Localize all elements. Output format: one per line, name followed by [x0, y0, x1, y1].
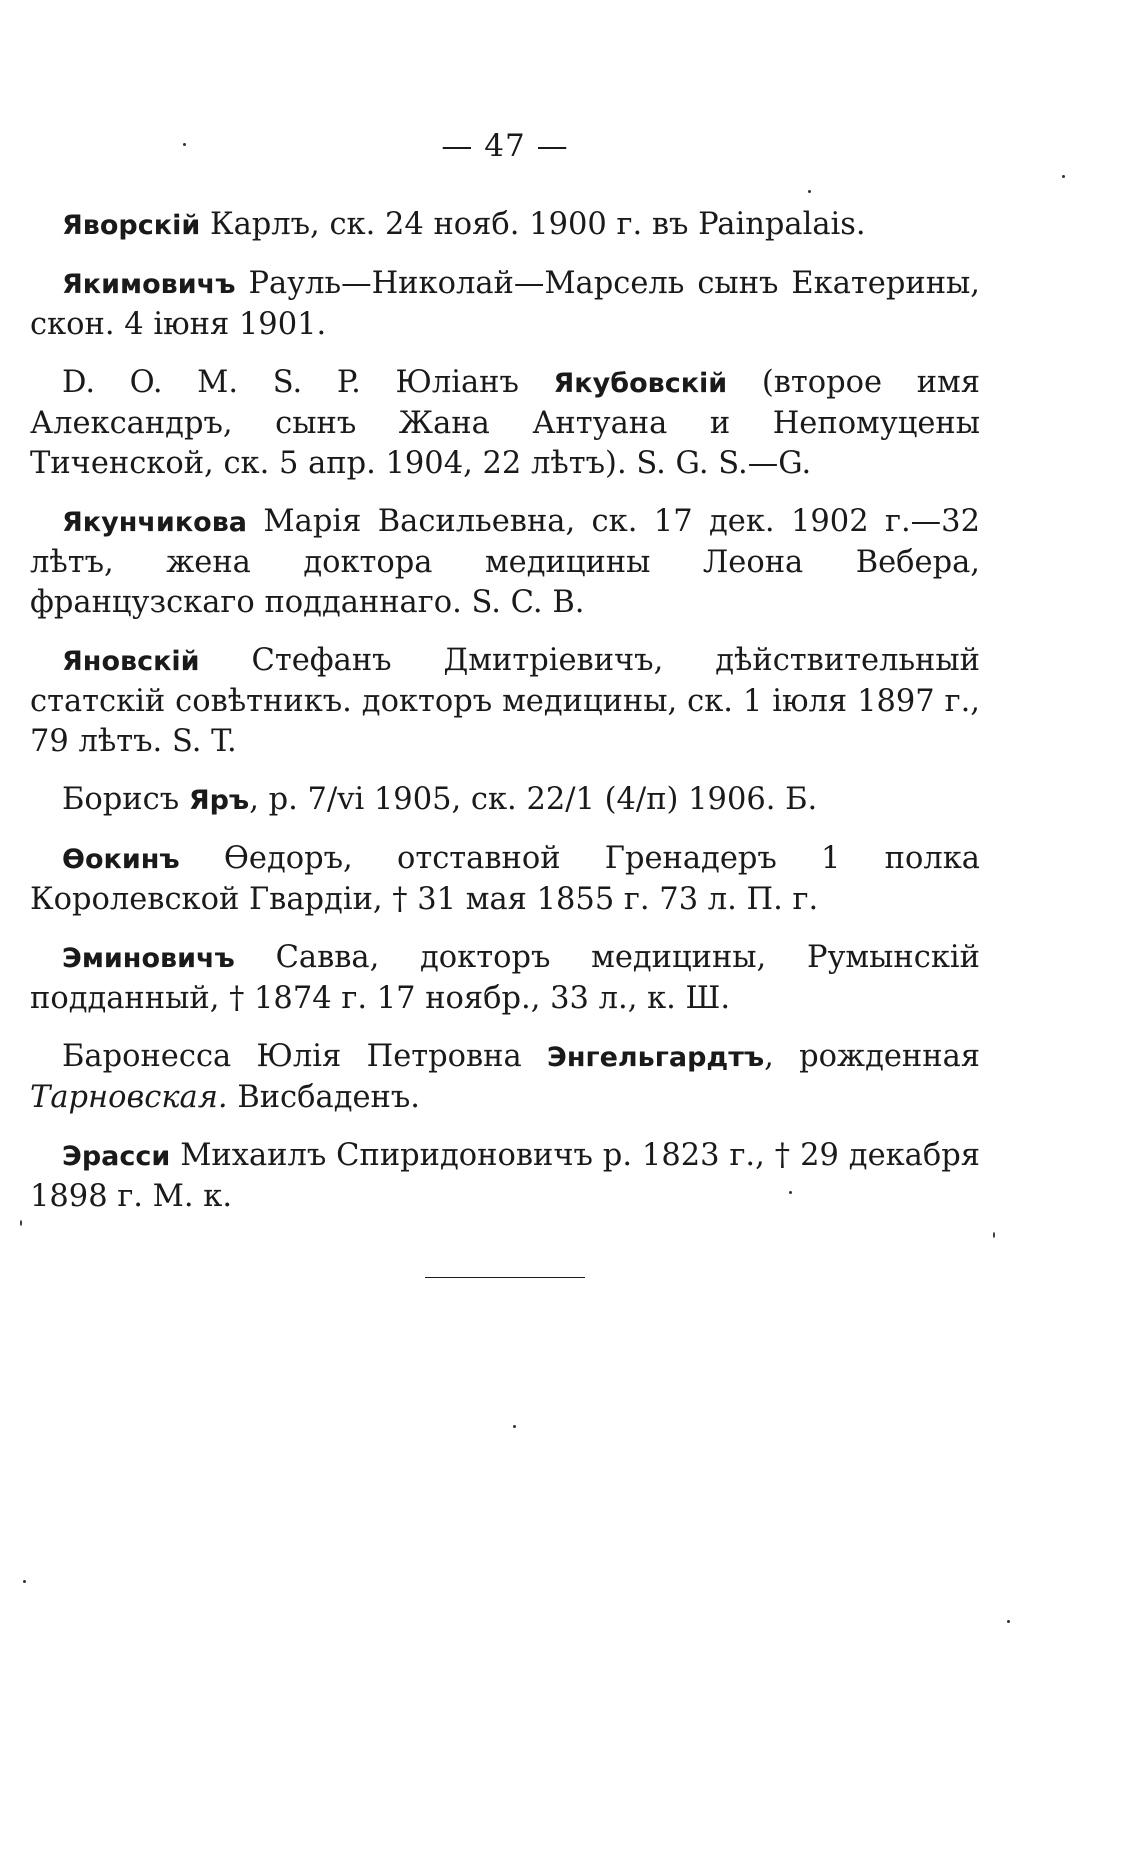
entry-text: (второе имя Александръ, сынъ Жана Антуана и Непомуцены Тиченской, ск. 5 апр. 1904, 22 лѣтъ). S. G. S.—G.	[30, 365, 980, 481]
scan-speck	[183, 143, 186, 146]
entry-text: Савва, докторъ медицины, Румынскій подданный, † 1874 г. 17 ноябр., 33 л., к. Ш.	[30, 940, 980, 1016]
scan-speck	[1062, 175, 1065, 178]
scan-speck	[993, 1232, 995, 1238]
entry-prefix: Баронесса Юлія Петровна	[62, 1039, 547, 1074]
scan-speck	[808, 190, 811, 193]
entry-surname: Якубовскій	[553, 368, 728, 399]
entry-text: Марія Васильевна, ск. 17 дек. 1902 г.—32 лѣтъ, жена доктора медицины Леона Вебера, французскаго подданнаго. S. C. B.	[30, 504, 980, 620]
entry-yavorsky	[30, 205, 980, 246]
entry-surname: Яновскій	[62, 646, 200, 677]
entry-surname: Эминовичъ	[62, 943, 235, 974]
entry-yar	[30, 780, 980, 821]
entry-surname: Якимовичъ	[62, 269, 236, 300]
entry-yanovsky	[30, 641, 980, 762]
entry-text: Ѳедоръ, отставной Гренадеръ 1 полка Королевской Гвардіи, † 31 мая 1855 г. 73 л. П. г.	[30, 841, 980, 917]
scan-speck	[23, 1580, 26, 1583]
entry-surname: Якунчикова	[62, 507, 248, 538]
entry-suffix: Висбаденъ.	[227, 1080, 420, 1115]
entry-surname: Ѳокинъ	[62, 844, 180, 875]
scan-speck	[789, 1191, 792, 1194]
entry-text: Стефанъ Дмитріевичъ, дѣйствительный статскій совѣтникъ. докторъ медицины, ск. 1 іюля 1897 г., 79 лѣтъ. S. T.	[30, 643, 980, 759]
closing-rule	[425, 1277, 585, 1278]
entry-prefix: D. O. M. S. P. Юліанъ	[62, 365, 554, 400]
entry-yakimovich	[30, 264, 980, 345]
entry-text: , рожденная	[764, 1039, 980, 1074]
entry-eminovich	[30, 938, 980, 1019]
entry-yakunchikova	[30, 502, 980, 623]
entry-erassi	[30, 1136, 980, 1217]
entry-text: Рауль—Николай—Марсель сынъ Екатерины, скон. 4 іюня 1901.	[30, 266, 980, 342]
entry-yakubovsky	[30, 363, 980, 484]
entry-surname: Энгельгардтъ	[547, 1042, 765, 1073]
entry-fokin	[30, 839, 980, 920]
scan-speck	[20, 1220, 22, 1226]
entry-prefix: Борисъ	[62, 782, 189, 817]
page-number: — 47 —	[441, 128, 569, 164]
entry-surname: Яворскій	[62, 210, 201, 241]
scan-speck	[1007, 1620, 1010, 1623]
scan-speck	[513, 1425, 516, 1428]
document-page	[30, 0, 980, 1855]
entry-engelgardt	[30, 1037, 980, 1118]
entry-italic-text: Тарновская.	[30, 1080, 228, 1115]
entry-surname: Яръ	[188, 785, 250, 816]
entry-surname: Эрасси	[62, 1141, 171, 1172]
entry-text: , р. 7/vi 1905, ск. 22/1 (4/п) 1906. Б.	[249, 782, 818, 817]
entry-list	[30, 205, 980, 1235]
entry-text: Карлъ, ск. 24 нояб. 1900 г. въ Painpalais.	[200, 207, 866, 242]
entry-text: Михаилъ Спиридоновичъ р. 1823 г., † 29 декабря 1898 г. М. к.	[30, 1138, 980, 1214]
